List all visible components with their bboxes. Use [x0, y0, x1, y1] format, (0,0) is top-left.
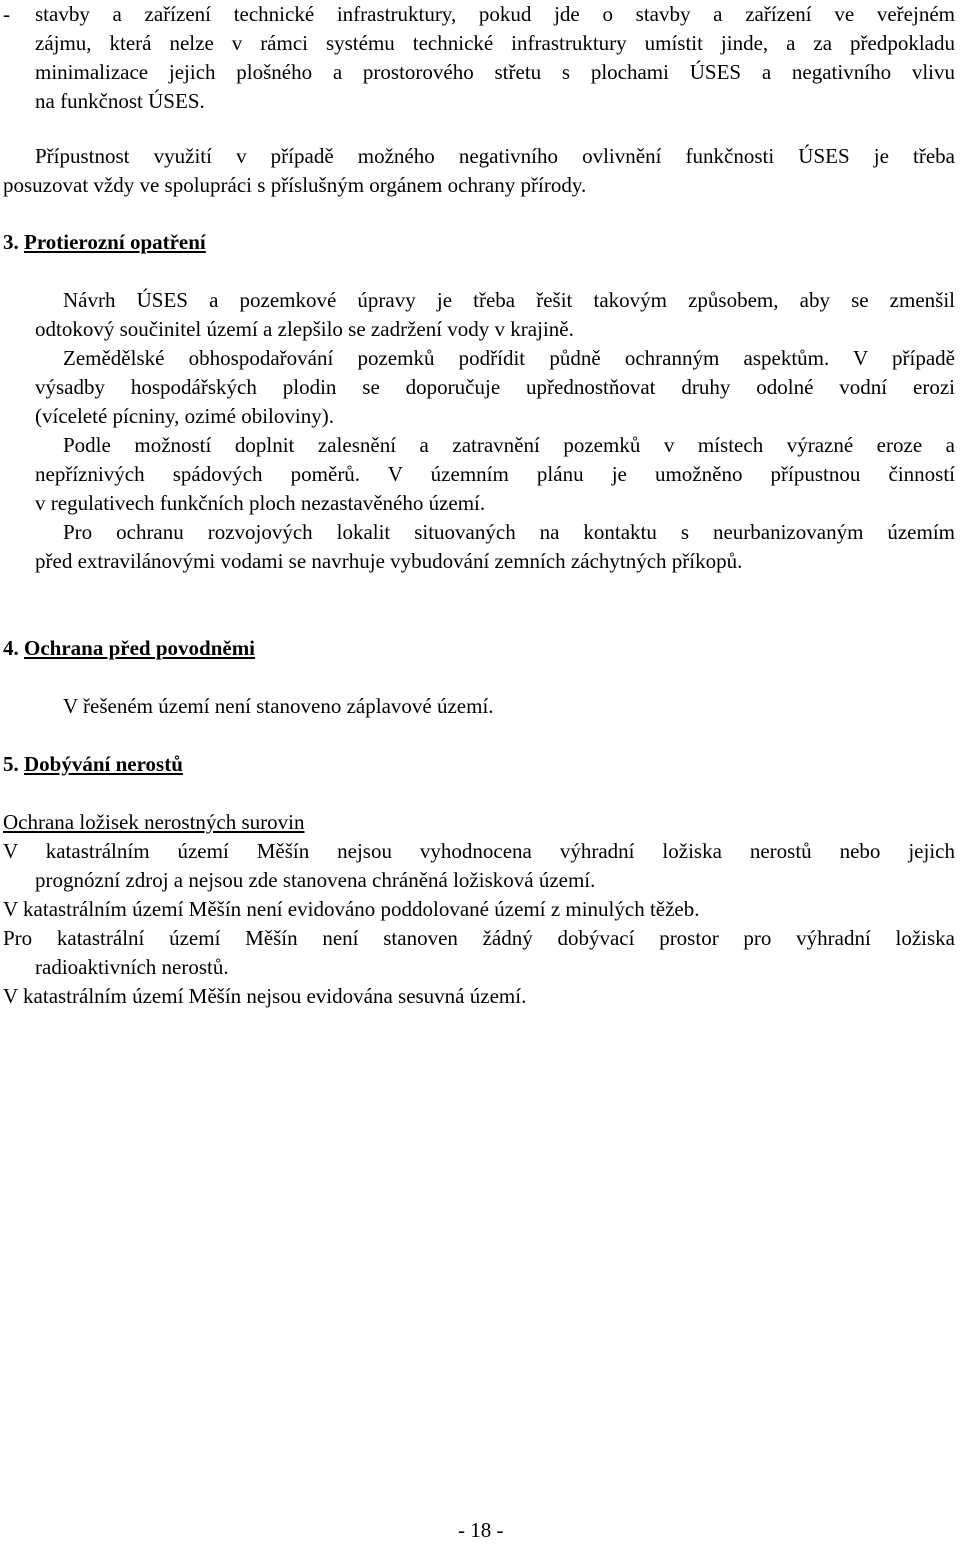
section-3-p2-line-2: výsadby hospodářských plodin se doporučuje upřednostňovat druhy odolné vodní erozi — [35, 375, 955, 399]
section-5-number: 5. — [3, 752, 19, 776]
section-4-number: 4. — [3, 636, 19, 660]
section-5-item-1-line-1: V katastrálním území Měšín nejsou vyhodnocena výhradní ložiska nerostů nebo jejich — [3, 839, 955, 863]
section-4-text: V řešeném území není stanoveno záplavové území. — [63, 694, 494, 718]
section-3-p4-line-1: Pro ochranu rozvojových lokalit situovaných na kontaktu s neurbanizovaným územím — [63, 520, 955, 544]
section-3-p1-line-1: Návrh ÚSES a pozemkové úpravy je třeba řešit takovým způsobem, aby se zmenšil — [63, 288, 955, 312]
section-5-heading — [3, 750, 183, 778]
section-4-heading — [3, 634, 255, 662]
bullet-line-3: minimalizace jejich plošného a prostorového střetu s plochami ÚSES a negativního vlivu — [35, 60, 955, 84]
section-5-item-1-line-2: prognózní zdroj a nejsou zde stanovena chráněná ložisková území. — [35, 868, 596, 892]
section-3-p4-line-2: před extravilánovými vodami se navrhuje vybudování zemních záchytných příkopů. — [35, 549, 743, 573]
section-5-item-3-line-1: Pro katastrální území Měšín není stanoven žádný dobývací prostor pro výhradní ložiska — [3, 926, 955, 950]
bullet-line-2: zájmu, která nelze v rámci systému technické infrastruktury umístit jinde, a za předpokladu — [35, 31, 955, 55]
section-3-title: Protierozní opatření — [24, 230, 206, 254]
section-3-p2-line-1: Zemědělské obhospodařování pozemků podřídit půdně ochranným aspektům. V případě — [63, 346, 955, 370]
section-3-p3-line-1: Podle možností doplnit zalesnění a zatravnění pozemků v místech výrazné eroze a — [63, 433, 955, 457]
section-5-item-4: V katastrálním území Měšín nejsou evidována sesuvná území. — [3, 984, 527, 1008]
section-5-title: Dobývání nerostů — [24, 752, 183, 776]
section-3-heading — [3, 228, 206, 256]
page-number: - 18 - — [458, 1518, 504, 1542]
section-3-p2-line-3: (víceleté pícniny, ozimé obiloviny). — [35, 404, 334, 428]
section-4-title: Ochrana před povodněmi — [24, 636, 256, 660]
admissibility-line-2: posuzovat vždy ve spolupráci s příslušným orgánem ochrany přírody. — [3, 173, 587, 197]
section-5-subheading: Ochrana ložisek nerostných surovin — [3, 810, 305, 834]
section-3-p1-line-2: odtokový součinitel území a zlepšilo se zadržení vody v krajině. — [35, 317, 574, 341]
bullet-line-1: stavby a zařízení technické infrastruktury, pokud jde o stavby a zařízení ve veřejném — [35, 2, 955, 26]
bullet-line-4: na funkčnost ÚSES. — [35, 89, 205, 113]
admissibility-line-1: Přípustnost využití v případě možného negativního ovlivnění funkčnosti ÚSES je třeba — [35, 144, 955, 168]
section-5-item-2: V katastrálním území Měšín není evidováno poddolované území z minulých těžeb. — [3, 897, 700, 921]
bullet-marker: - — [3, 2, 10, 26]
section-3-number: 3. — [3, 230, 19, 254]
section-3-p3-line-3: v regulativech funkčních ploch nezastavěného území. — [35, 491, 486, 515]
section-5-item-3-line-2: radioaktivních nerostů. — [35, 955, 229, 979]
section-3-p3-line-2: nepříznivých spádových poměrů. V územním plánu je umožněno přípustnou činností — [35, 462, 955, 486]
